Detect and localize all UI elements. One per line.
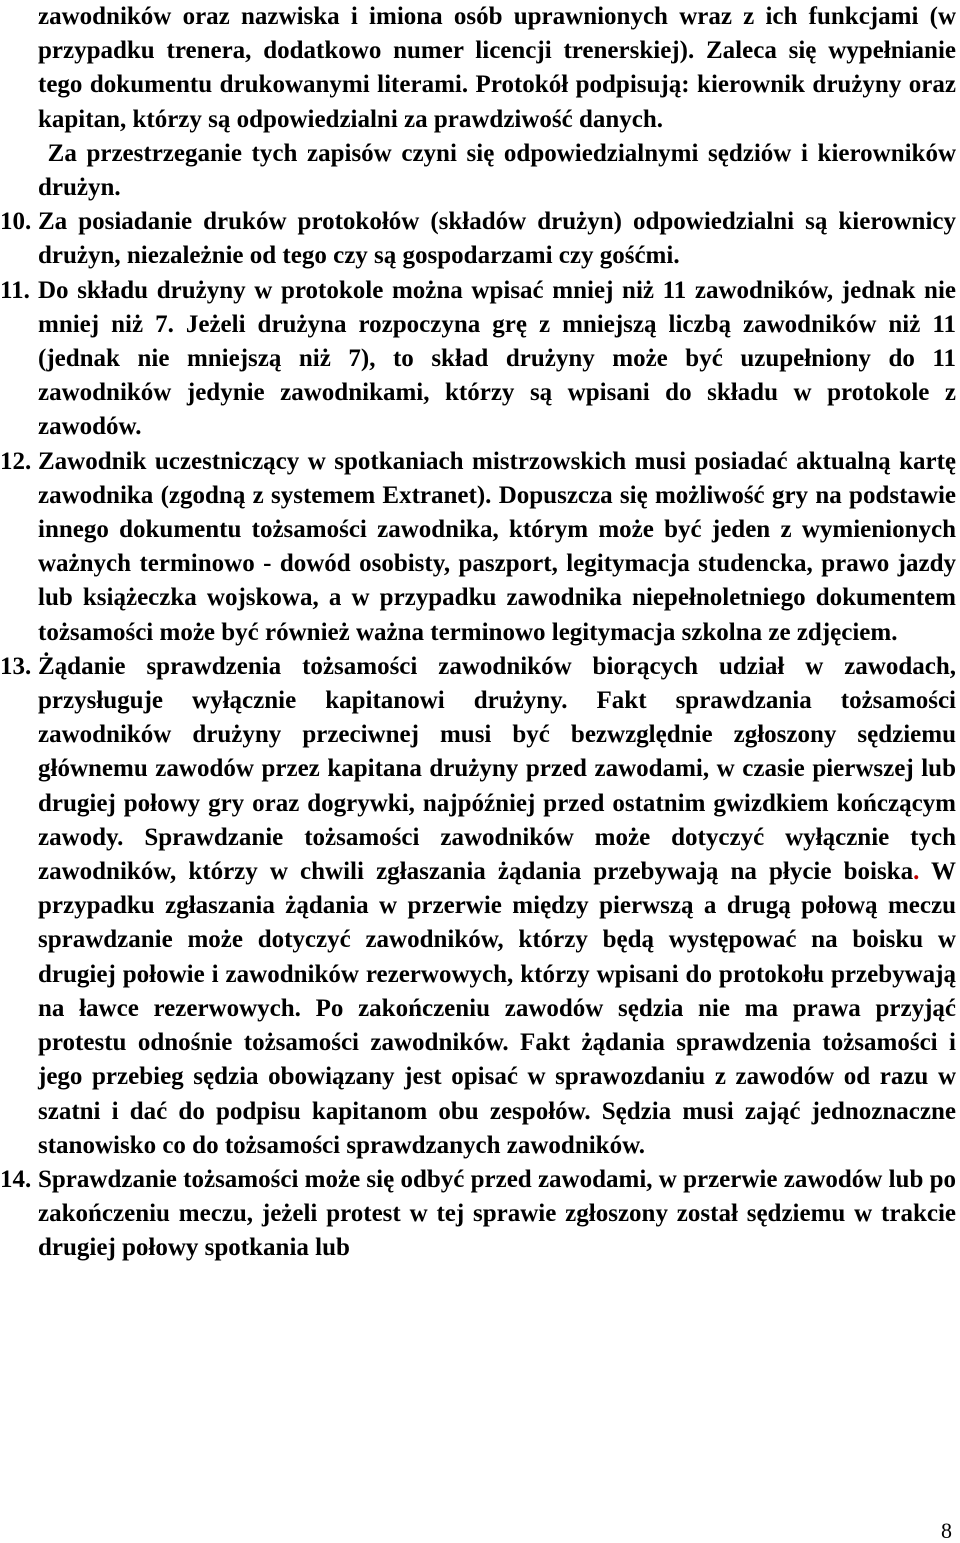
list-item-text-continued: W przypadku zgłaszania żądania w przerwie między pierwszą a drugą połową meczu sprawdzanie może dotyczyć zawodników, którzy będą występować na boisku w drugiej połowie i zawodników rezerwowych, którzy wpisani do protokołu przebywają na ławce rezerwowych. Po zakończeniu zawodów sędzia nie ma prawa przyjąć protestu odnośnie tożsamości zawodników. Fakt żądania sprawdzenia tożsamości i jego przebieg sędzia obowiązany jest opisać w sprawozdaniu z zawodów od razu w szatni i dać do podpisu kapitanom obu zespołów. Sędzia musi zająć jednoznaczne stanowisko co do tożsamości sprawdzanych zawodników. <box>38 858 956 1159</box>
list-item-text: Zawodnik uczestniczący w spotkaniach mistrzowskich musi posiadać aktualną kartę zawodnika (zgodną z systemem Extranet). Dopuszcza się możliwość gry na podstawie innego dokumentu tożsamości zawodnika, którym może być jeden z wymienionych ważnych terminowo - dowód osobisty, paszport, legitymacja studencka, prawo jazdy lub książeczka wojskowa, a w przypadku zawodnika niepełnoletniego dokumentem tożsamości może być również ważna terminowo legitymacja szkolna ze zdjęciem. <box>38 447 956 646</box>
list-item-text: Żądanie sprawdzenia tożsamości zawodników biorących udział w zawodach, przysługuje wyłącznie kapitanowi drużyny. Fakt sprawdzania tożsamości zawodników drużyny przeciwnej musi być bezwzględnie zgłoszony sędziemu głównemu zawodów przez kapitana drużyny przed zawodami, w czasie pierwszej lub drugiej połowy gry oraz dogrywki, najpóźniej przed ostatnim gwizdkiem kończącym zawody. Sprawdzanie tożsamości zawodników może dotyczyć wyłącznie tych zawodników, którzy w chwili zgłaszania żądania przebywają na płycie boiska <box>38 652 956 886</box>
list-item-number: 12. <box>0 447 32 475</box>
intro-paragraph-2-text: Za przestrzeganie tych zapisów czyni się odpowiedzialnymi sędziów i kierowników drużyn. <box>38 139 957 202</box>
red-period: . <box>913 858 920 886</box>
list-item-number: 10. <box>0 208 32 236</box>
list-item-number: 13. <box>0 652 32 680</box>
list-item <box>0 274 956 445</box>
list-item-text: Za posiadanie druków protokołów (składów drużyn) odpowiedzialni są kierownicy drużyn, niezależnie od tego czy są gospodarzami czy gośćmi. <box>38 208 956 270</box>
list-item <box>0 650 956 1163</box>
list-item-text: Sprawdzanie tożsamości może się odbyć przed zawodami, w przerwie zawodów lub po zakończeniu meczu, jeżeli protest w tej sprawie zgłoszony został sędziemu w trakcie drugiej połowy spotkania lub <box>38 1165 956 1262</box>
intro-paragraph-2 <box>38 137 956 205</box>
list-item <box>0 1163 956 1266</box>
page-number: 8 <box>941 1518 952 1543</box>
list-item <box>0 205 956 273</box>
list-item-text: Do składu drużyny w protokole można wpisać mniej niż 11 zawodników, jednak nie mniej niż 7. Jeżeli drużyna rozpoczyna grę z mniejszą liczbą zawodników niż 11 (jednak nie mniejszą niż 7), to skład drużyny może być uzupełniony do 11 zawodników jedynie zawodnikami, którzy są wpisani do składu w protokole z zawodów. <box>38 276 956 441</box>
list-item-number: 11. <box>0 276 30 304</box>
list-item-number: 14. <box>0 1165 32 1193</box>
intro-paragraph: zawodników oraz nazwiska i imiona osób uprawnionych wraz z ich funkcjami (w przypadku trenera, dodatkowo numer licencji trenerskiej). Zaleca się wypełnianie tego dokumentu drukowanymi literami. Protokół podpisują: kierownik drużyny oraz kapitan, którzy są odpowiedzialni za prawdziwość danych. <box>38 3 956 133</box>
list-item <box>0 445 956 650</box>
